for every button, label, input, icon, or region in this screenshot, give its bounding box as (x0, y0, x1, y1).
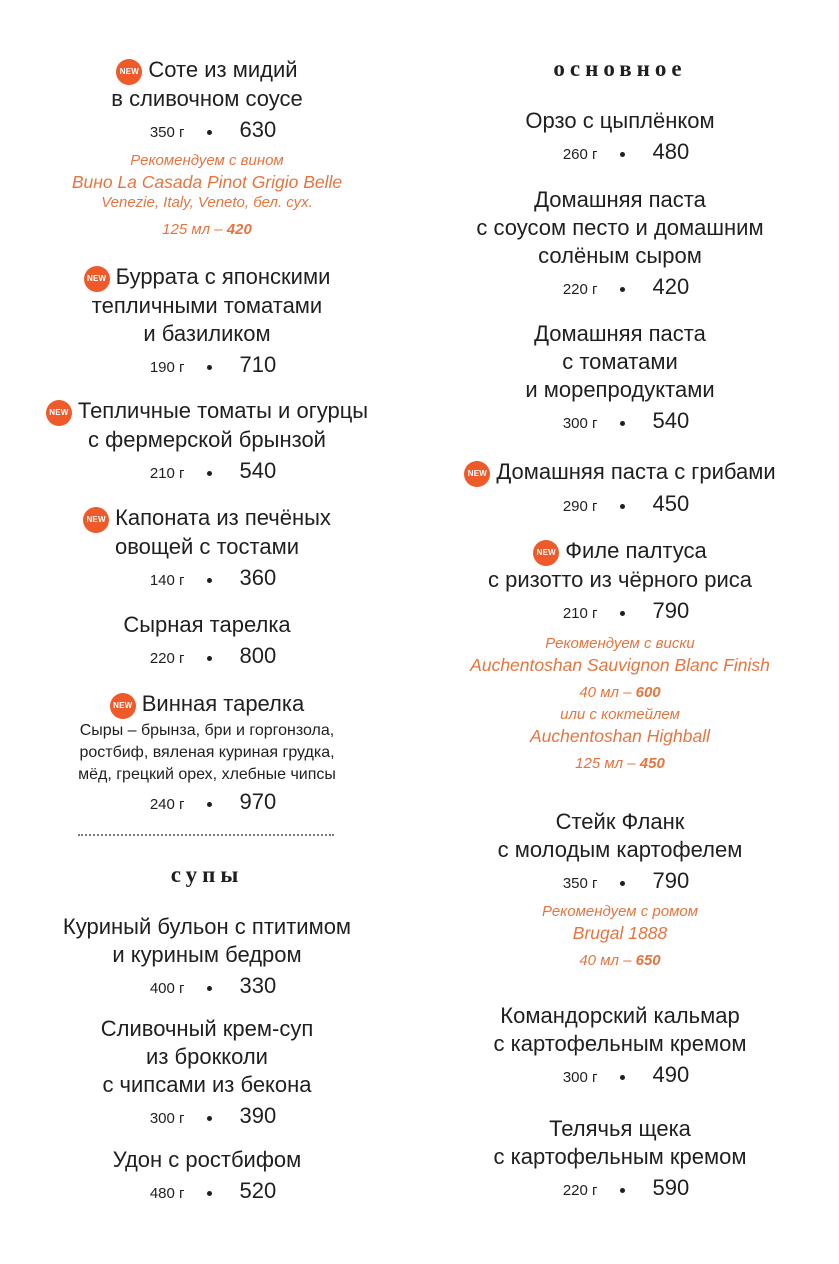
separator-dot (207, 471, 212, 476)
dish-price: 540 (239, 458, 277, 483)
dish-price: 540 (652, 408, 690, 433)
dish-price: 710 (239, 352, 277, 377)
menu-item-veal-cheek: Телячья щека с картофельным кремом 220 г 590 (414, 1115, 826, 1206)
dish-name: Соте из мидий (148, 57, 298, 82)
dish-name: Винная тарелка (141, 691, 305, 716)
separator-dot (620, 1188, 625, 1193)
dish-price: 790 (652, 868, 690, 893)
dish-weight: 220 г (562, 281, 598, 298)
dish-price: 590 (652, 1175, 690, 1200)
menu-item-mushroom-pasta (414, 458, 826, 522)
recommendation: Рекомендуем с ромом Brugal 1888 40 мл – 650 (542, 903, 698, 969)
dish-name: Сливочный крем-суп (100, 1016, 314, 1041)
separator-dot (207, 130, 212, 135)
menu-item-burrata: NEW Буррата с японскими тепличными томатами и базиликом 190 г 710 (0, 263, 414, 383)
dish-weight: 350 г (149, 124, 185, 141)
separator-dot (207, 1191, 212, 1196)
dish-weight: 210 г (562, 605, 598, 622)
dish-price: 490 (652, 1062, 690, 1087)
dotted-divider (78, 834, 334, 836)
dish-weight: 300 г (149, 1110, 185, 1127)
dish-name: Удон с ростбифом (112, 1147, 302, 1172)
dish-weight: 240 г (149, 796, 185, 813)
separator-dot (207, 802, 212, 807)
dish-name: Куриный бульон с птитимом (62, 914, 352, 939)
dish-weight: 190 г (149, 359, 185, 376)
dish-name: Домашняя паста с грибами (496, 459, 776, 484)
new-badge: NEW (464, 461, 490, 487)
dish-name: Командорский кальмар (500, 1003, 740, 1028)
dish-weight: 480 г (149, 1185, 185, 1202)
dish-weight: 210 г (149, 465, 185, 482)
dish-weight: 220 г (562, 1182, 598, 1199)
separator-dot (620, 287, 625, 292)
separator-dot (207, 986, 212, 991)
dish-price: 360 (239, 565, 277, 590)
dish-weight: 400 г (149, 980, 185, 997)
dish-weight: 220 г (149, 650, 185, 667)
recommendation: Рекомендуем с вином Вино La Casada Pinot Grigio Belle Venezie, Italy, Veneto, бел. сух. 125 мл – 420 (71, 152, 343, 238)
dish-price: 330 (239, 973, 277, 998)
dish-price: 480 (652, 139, 690, 164)
menu-item-mussels (0, 56, 414, 241)
new-badge: NEW (533, 540, 559, 566)
recommendation: Рекомендуем с виски Auchentoshan Sauvignon Blanc Finish 40 мл – 600 или с коктейлем Auchentoshan Highball 125 мл – 450 (470, 635, 770, 772)
menu-item-cheese-plate (0, 611, 414, 674)
dish-name: Капоната из печёных (115, 505, 331, 530)
dish-name: Тепличные томаты и огурцы (77, 398, 369, 423)
menu-item-squid: Командорский кальмар с картофельным кремом 300 г 490 (414, 1002, 826, 1093)
dish-name: Телячья щека (549, 1116, 691, 1141)
menu-item-chicken-broth: Куриный бульон с птитимом и куриным бедром 400 г 330 (0, 913, 414, 1004)
dish-price: 420 (652, 274, 690, 299)
menu-item-tomatoes: NEW Тепличные томаты и огурцы с фермерской брынзой 210 г 540 (0, 397, 414, 489)
menu-item-seafood-pasta: Домашняя паста с томатами и морепродуктами 300 г 540 (414, 320, 826, 439)
dish-name: Орзо с цыплёнком (525, 108, 715, 133)
separator-dot (207, 365, 212, 370)
new-badge: NEW (46, 400, 72, 426)
dish-price: 800 (239, 643, 277, 668)
section-title-soups: супы (170, 862, 244, 887)
separator-dot (207, 656, 212, 661)
dish-weight: 290 г (562, 498, 598, 515)
separator-dot (620, 881, 625, 886)
dish-price: 790 (652, 598, 690, 623)
separator-dot (207, 1116, 212, 1121)
new-badge: NEW (84, 266, 110, 292)
menu-item-halibut: NEW Филе палтуса с ризотто из чёрного риса 210 г 790 Рекомендуем с виски Auchentoshan Sauvignon Blanc Finish 40 мл – 600 или с коктейлем Auchentoshan Highball 125 мл – 450 (414, 537, 826, 775)
dish-weight: 300 г (562, 415, 598, 432)
new-badge: NEW (83, 507, 109, 533)
dish-name: Домашняя паста (534, 321, 706, 346)
dish-description: Сыры – брынза, бри и горгонзола, (79, 722, 335, 739)
new-badge: NEW (116, 59, 142, 85)
dish-name: Сырная тарелка (123, 612, 291, 637)
new-badge: NEW (110, 693, 136, 719)
section-title-main: основное (553, 56, 687, 81)
dish-name: Буррата с японскими (115, 264, 331, 289)
dish-weight: 350 г (562, 875, 598, 892)
dish-weight: 140 г (149, 572, 185, 589)
dish-name-line: в сливочном соусе (111, 86, 303, 111)
menu-item-caponata: NEW Капоната из печёных овощей с тостами 140 г 360 (0, 504, 414, 596)
dish-price: 390 (239, 1103, 277, 1128)
dish-weight: 300 г (562, 1069, 598, 1086)
dish-name: Стейк Фланк (555, 809, 685, 834)
separator-dot (620, 421, 625, 426)
separator-dot (620, 152, 625, 157)
separator-dot (620, 611, 625, 616)
menu-item-wine-plate: NEW Винная тарелка Сыры – брынза, бри и горгонзола, ростбиф, вяленая куриная грудка, мёд, грецкий орех, хлебные чипсы 240 г 970 (0, 690, 414, 820)
menu-item-broccoli-soup: Сливочный крем-суп из брокколи с чипсами из бекона 300 г 390 (0, 1015, 414, 1134)
dish-name: Филе палтуса (565, 538, 707, 563)
menu-item-udon (0, 1146, 414, 1209)
menu-item-orzo (414, 107, 826, 170)
dish-weight: 260 г (562, 146, 598, 163)
dish-price: 970 (239, 789, 277, 814)
menu-item-flank-steak: Стейк Фланк с молодым картофелем 350 г 790 Рекомендуем с ромом Brugal 1888 40 мл – 650 (414, 808, 826, 972)
dish-price: 520 (239, 1178, 277, 1203)
dish-name: Домашняя паста (534, 187, 706, 212)
separator-dot (620, 1075, 625, 1080)
dish-price: 450 (652, 491, 690, 516)
separator-dot (207, 578, 212, 583)
separator-dot (620, 504, 625, 509)
menu-item-pesto-pasta: Домашняя паста с соусом песто и домашним солёным сыром 220 г 420 (414, 186, 826, 305)
dish-price: 630 (239, 117, 277, 142)
